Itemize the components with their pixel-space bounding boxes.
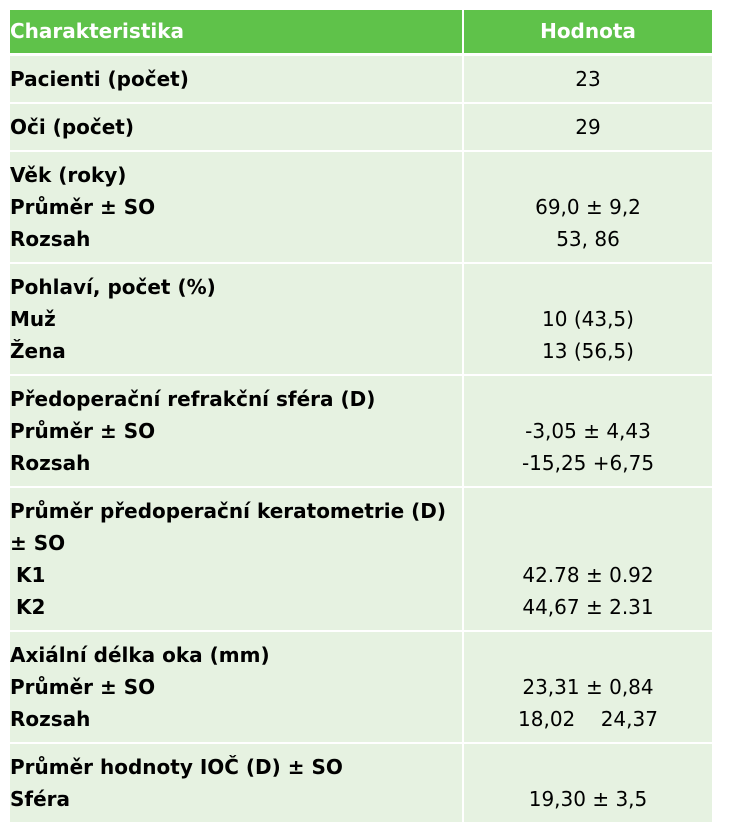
value-cell [463, 487, 712, 631]
characteristic-cell [10, 103, 463, 151]
characteristic-label: Rozsah [10, 227, 91, 251]
characteristic-label: Předoperační refrakční sféra (D) [10, 387, 376, 411]
characteristic-value [464, 639, 712, 671]
characteristic-cell [10, 375, 463, 487]
table-row [10, 55, 712, 104]
characteristic-label: K2 [16, 595, 46, 619]
table-header-row [10, 10, 712, 55]
characteristic-value [464, 527, 712, 559]
characteristic-label: Rozsah [10, 451, 91, 475]
value-cell [463, 263, 712, 375]
characteristic-label: Axiální délka oka (mm) [10, 643, 270, 667]
characteristic-value: 18,02 24,37 [518, 707, 658, 731]
value-cell [463, 743, 712, 823]
characteristic-value: 10 (43,5) [542, 307, 634, 331]
table-row [10, 151, 712, 263]
table-row [10, 263, 712, 375]
characteristic-label: K1 [16, 563, 46, 587]
table-row [10, 103, 712, 151]
characteristic-cell [10, 631, 463, 743]
characteristic-label: Pohlaví, počet (%) [10, 275, 216, 299]
characteristic-label: Pacienti (počet) [10, 67, 189, 91]
table-row [10, 375, 712, 487]
characteristic-label: Průměr ± SO [10, 675, 156, 699]
characteristic-cell [10, 151, 463, 263]
characteristic-value: 53, 86 [556, 227, 620, 251]
characteristic-value: 29 [575, 115, 601, 139]
characteristic-label: Muž [10, 307, 56, 331]
characteristic-label: Věk (roky) [10, 163, 127, 187]
value-cell [463, 151, 712, 263]
characteristic-cell [10, 263, 463, 375]
table-row [10, 743, 712, 823]
characteristic-value: 19,30 ± 3,5 [528, 787, 648, 811]
characteristic-value: -15,25 +6,75 [521, 451, 655, 475]
header-value: Hodnota [463, 10, 712, 55]
value-cell [463, 375, 712, 487]
characteristic-label: Sféra [10, 787, 71, 811]
characteristic-value: -3,05 ± 4,43 [525, 419, 651, 443]
characteristic-value [464, 495, 712, 527]
characteristic-label: Žena [10, 339, 66, 363]
characteristic-value: 23 [575, 67, 601, 91]
value-cell [463, 103, 712, 151]
characteristic-value: 69,0 ± 9,2 [535, 195, 641, 219]
characteristic-cell [10, 487, 463, 631]
characteristic-value [464, 383, 712, 415]
characteristic-value [464, 159, 712, 191]
characteristic-label: Průměr hodnoty IOČ (D) ± SO [10, 755, 343, 779]
characteristic-label: ± SO [10, 531, 66, 555]
value-cell [463, 631, 712, 743]
characteristic-label: Průměr ± SO [10, 195, 156, 219]
characteristic-value: 13 (56,5) [542, 339, 634, 363]
characteristic-label: Oči (počet) [10, 115, 134, 139]
characteristic-cell [10, 743, 463, 823]
characteristic-cell [10, 55, 463, 104]
characteristic-label: Průměr předoperační keratometrie (D) [10, 499, 447, 523]
characteristic-label: Průměr ± SO [10, 419, 156, 443]
characteristic-value [464, 751, 712, 783]
table-row [10, 631, 712, 743]
characteristic-value: 44,67 ± 2.31 [522, 595, 654, 619]
characteristic-value [464, 271, 712, 303]
value-cell [463, 55, 712, 104]
characteristics-table [10, 10, 712, 824]
table-body [10, 55, 712, 824]
table-row [10, 487, 712, 631]
characteristic-value: 42.78 ± 0.92 [522, 563, 654, 587]
characteristic-value: 23,31 ± 0,84 [522, 675, 654, 699]
characteristic-label: Rozsah [10, 707, 91, 731]
header-characteristic: Charakteristika [10, 10, 463, 55]
